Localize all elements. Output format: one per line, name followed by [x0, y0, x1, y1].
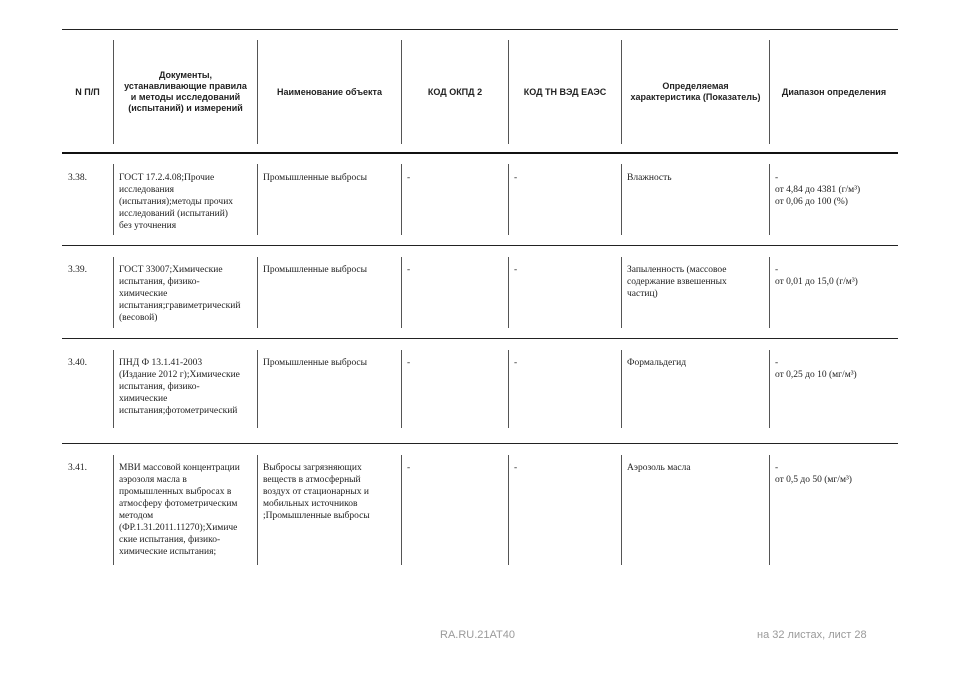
footer-sheet-info: на 32 листах, лист 28	[757, 629, 867, 641]
cell-separator	[621, 350, 622, 428]
row-range: - от 4,84 до 4381 (г/м³) от 0,06 до 100 (%)	[775, 173, 861, 207]
cell-separator	[113, 257, 114, 328]
header-characteristic: Определяемая характеристика (Показатель)	[630, 81, 761, 102]
cell-separator	[508, 350, 509, 428]
table-top-border	[62, 29, 898, 30]
header-tnved-code: КОД ТН ВЭД ЕАЭС	[523, 86, 607, 97]
cell-separator	[508, 455, 509, 565]
cell-separator	[401, 455, 402, 565]
cell-separator	[401, 257, 402, 328]
cell-separator	[257, 164, 258, 235]
row-number: 3.41.	[68, 463, 87, 473]
row-number: 3.39.	[68, 265, 87, 275]
row-object: Промышленные выбросы	[263, 358, 368, 368]
row-documents: ПНД Ф 13.1.41-2003 (Издание 2012 г);Химические испытания, физико- химические испытания;фотометрический	[119, 358, 240, 416]
row-documents: МВИ массовой концентрации аэрозоля масла в промышленных выбросах в атмосферу фотометрическим методом (ФР.1.31.2011.11270);Химиче ские испытания, физико- химические испытания;	[119, 463, 240, 557]
cell-separator	[113, 350, 114, 428]
cell-separator	[401, 350, 402, 428]
row-tnved: -	[514, 265, 518, 275]
cell-separator	[401, 164, 402, 235]
cell-separator	[508, 164, 509, 235]
footer-document-code: RA.RU.21AT40	[440, 629, 515, 641]
row-object: Промышленные выбросы	[263, 173, 368, 183]
cell-separator	[621, 455, 622, 565]
cell-separator	[257, 257, 258, 328]
cell-separator	[257, 350, 258, 428]
row-characteristic: Формальдегид	[627, 358, 687, 368]
row-number: 3.38.	[68, 173, 87, 183]
cell-separator	[508, 257, 509, 328]
cell-separator	[769, 257, 770, 328]
row-okpd2: -	[407, 173, 411, 183]
row-characteristic: Влажность	[627, 173, 672, 183]
row-tnved: -	[514, 463, 518, 473]
cell-separator	[113, 455, 114, 565]
row-number: 3.40.	[68, 358, 87, 368]
row-object: Выбросы загрязняющих веществ в атмосферный воздух от стационарных и мобильных источников ;Промышленные выбросы	[263, 463, 370, 521]
row-object: Промышленные выбросы	[263, 265, 368, 275]
header-range: Диапазон определения	[781, 86, 887, 97]
row-divider	[62, 443, 898, 444]
row-characteristic: Аэрозоль масла	[627, 463, 691, 473]
cell-separator	[621, 257, 622, 328]
row-okpd2: -	[407, 265, 411, 275]
cell-separator	[769, 455, 770, 565]
row-divider	[62, 338, 898, 339]
cell-separator	[113, 164, 114, 235]
cell-separator	[257, 455, 258, 565]
row-range: - от 0,5 до 50 (мг/м³)	[775, 463, 852, 485]
row-documents: ГОСТ 17.2.4.08;Прочие исследования (испытания);методы прочих исследований (испытаний) без уточнения	[119, 173, 234, 231]
row-tnved: -	[514, 358, 518, 368]
row-range: - от 0,25 до 10 (мг/м³)	[775, 358, 857, 380]
cell-separator	[769, 164, 770, 235]
row-divider	[62, 245, 898, 246]
header-okpd2-code: КОД ОКПД 2	[427, 86, 483, 97]
header-bottom-border	[62, 152, 898, 154]
row-okpd2: -	[407, 358, 411, 368]
row-characteristic: Запыленность (массовое содержание взвешенных частиц)	[627, 265, 727, 299]
header-object-name: Наименование объекта	[277, 86, 382, 97]
cell-separator	[621, 164, 622, 235]
row-documents: ГОСТ 33007;Химические испытания, физико- химические испытания;гравиметрический (весовой)	[119, 265, 241, 323]
header-number: N П/П	[75, 86, 100, 97]
row-okpd2: -	[407, 463, 411, 473]
row-tnved: -	[514, 173, 518, 183]
row-range: - от 0,01 до 15,0 (г/м³)	[775, 265, 858, 287]
header-documents: Документы, устанавливающие правила и методы исследований (испытаний) и измерений	[124, 70, 247, 113]
cell-separator	[769, 350, 770, 428]
